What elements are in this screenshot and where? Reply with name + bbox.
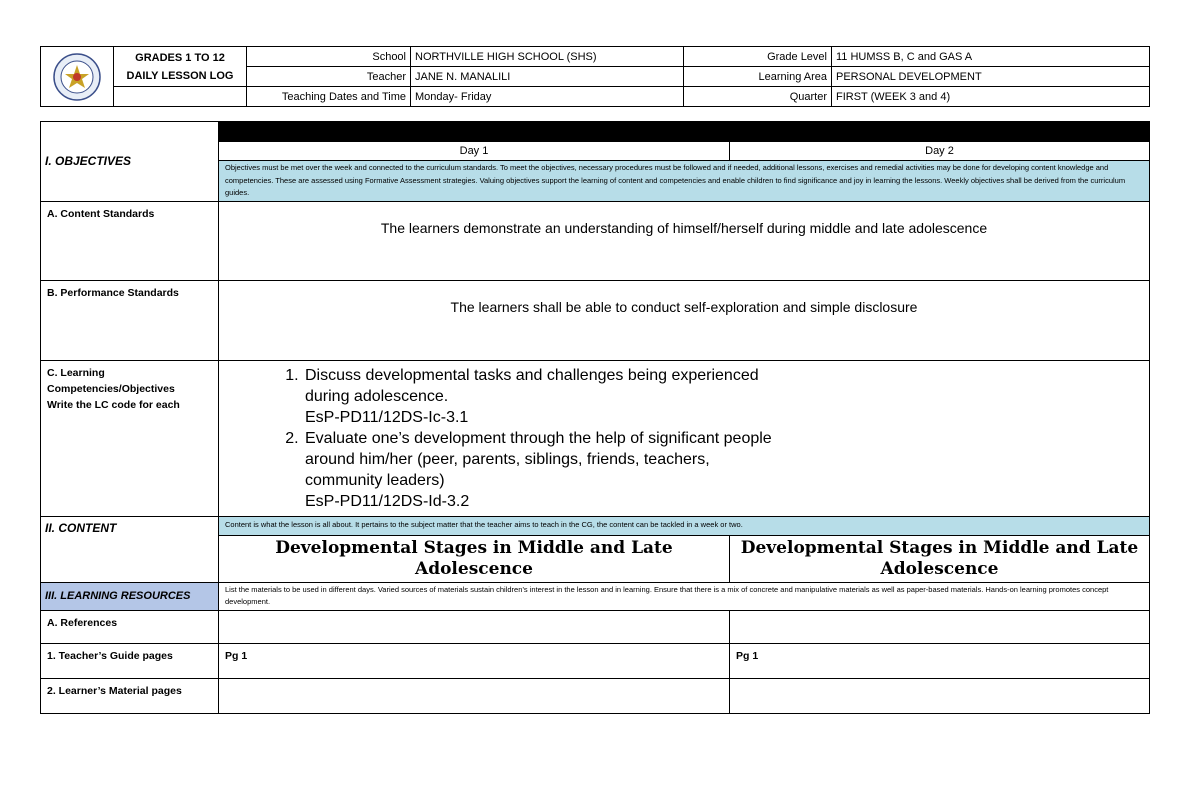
competency-code: EsP-PD11/12DS-Id-3.2 [305, 492, 470, 510]
learning-resources-heading: III. LEARNING RESOURCES [41, 582, 219, 610]
grade-level-label: Grade Level [684, 47, 832, 67]
quarter-label: Quarter [684, 87, 832, 107]
teachers-guide-day1: Pg 1 [219, 643, 730, 678]
content-standards-text: The learners demonstrate an understanding of himself/herself during middle and late adolescence [219, 201, 1150, 280]
deped-seal-logo [41, 47, 114, 107]
content-note: Content is what the lesson is all about. It pertains to the subject matter that the teacher aims to teach in the CG, the content can be tackled in a week or two. [219, 516, 1150, 535]
learners-material-day1 [219, 678, 730, 713]
header-bar [219, 122, 1150, 142]
day1-header: Day 1 [219, 142, 730, 161]
school-label: School [247, 47, 411, 67]
day2-header: Day 2 [730, 142, 1150, 161]
competencies-list-cell [219, 360, 1150, 516]
references-label: A. References [41, 610, 219, 643]
day1-lesson-title: Developmental Stages in Middle and Late Adolescence [219, 535, 730, 582]
teaching-dates-label: Teaching Dates and Time [247, 87, 411, 107]
blank-cell [114, 87, 247, 107]
competency-text: Evaluate one’s development through the help of significant people around him/her (peer, parents, siblings, friends, teachers, community leaders) [305, 429, 772, 489]
school-value: NORTHVILLE HIGH SCHOOL (SHS) [411, 47, 684, 67]
log-title [114, 47, 247, 87]
seal-icon [53, 53, 101, 101]
performance-standards-text: The learners shall be able to conduct self-exploration and simple disclosure [219, 280, 1150, 360]
content-standards-label: A. Content Standards [41, 201, 219, 280]
learning-resources-note: List the materials to be used in different days. Varied sources of materials sustain children’s interest in the lesson and in learning. Ensure that there is a mix of concrete and manipulative materials as well as paper-based materials. Hands-on learning promotes concept development. [219, 582, 1150, 610]
objectives-heading: I. OBJECTIVES [41, 122, 219, 202]
references-day1 [219, 610, 730, 643]
content-heading: II. CONTENT [41, 516, 219, 582]
log-title-line1: GRADES 1 TO 12 [135, 52, 225, 64]
header-table [40, 46, 1150, 107]
competencies-list [225, 365, 773, 512]
teacher-value: JANE N. MANALILI [411, 67, 684, 87]
competencies-label-line2: Competencies/Objectives [47, 382, 175, 395]
grade-level-value: 11 HUMSS B, C and GAS A [832, 47, 1150, 67]
teaching-dates-value: Monday- Friday [411, 87, 684, 107]
competencies-label-line1: C. Learning [47, 366, 105, 379]
learners-material-day2 [730, 678, 1150, 713]
learners-material-label: 2. Learner’s Material pages [41, 678, 219, 713]
quarter-value: FIRST (WEEK 3 and 4) [832, 87, 1150, 107]
lesson-log-table [40, 121, 1150, 714]
objectives-note: Objectives must be met over the week and connected to the curriculum standards. To meet the objectives, necessary procedures must be followed and if needed, additional lessons, exercises and remedial activities may be done for developing content knowledge and competencies. These are assessed using Formative Assessment strategies. Valuing objectives support the learning of content and competencies and enable children to find significance and joy in learning the lessons. Weekly objectives shall be derived from the curriculum guides. [219, 161, 1150, 202]
teachers-guide-day2: Pg 1 [730, 643, 1150, 678]
competency-item [303, 428, 773, 512]
learning-area-value: PERSONAL DEVELOPMENT [832, 67, 1150, 87]
teachers-guide-label: 1. Teacher’s Guide pages [41, 643, 219, 678]
log-title-line2: DAILY LESSON LOG [126, 70, 234, 82]
references-day2 [730, 610, 1150, 643]
day2-lesson-title: Developmental Stages in Middle and Late Adolescence [730, 535, 1150, 582]
competency-text: Discuss developmental tasks and challenges being experienced during adolescence. [305, 366, 759, 405]
teacher-label: Teacher [247, 67, 411, 87]
competencies-label-line3: Write the LC code for each [47, 398, 180, 411]
learning-area-label: Learning Area [684, 67, 832, 87]
performance-standards-label: B. Performance Standards [41, 280, 219, 360]
competency-item [303, 365, 773, 428]
competencies-label [41, 360, 219, 516]
competency-code: EsP-PD11/12DS-Ic-3.1 [305, 408, 469, 426]
